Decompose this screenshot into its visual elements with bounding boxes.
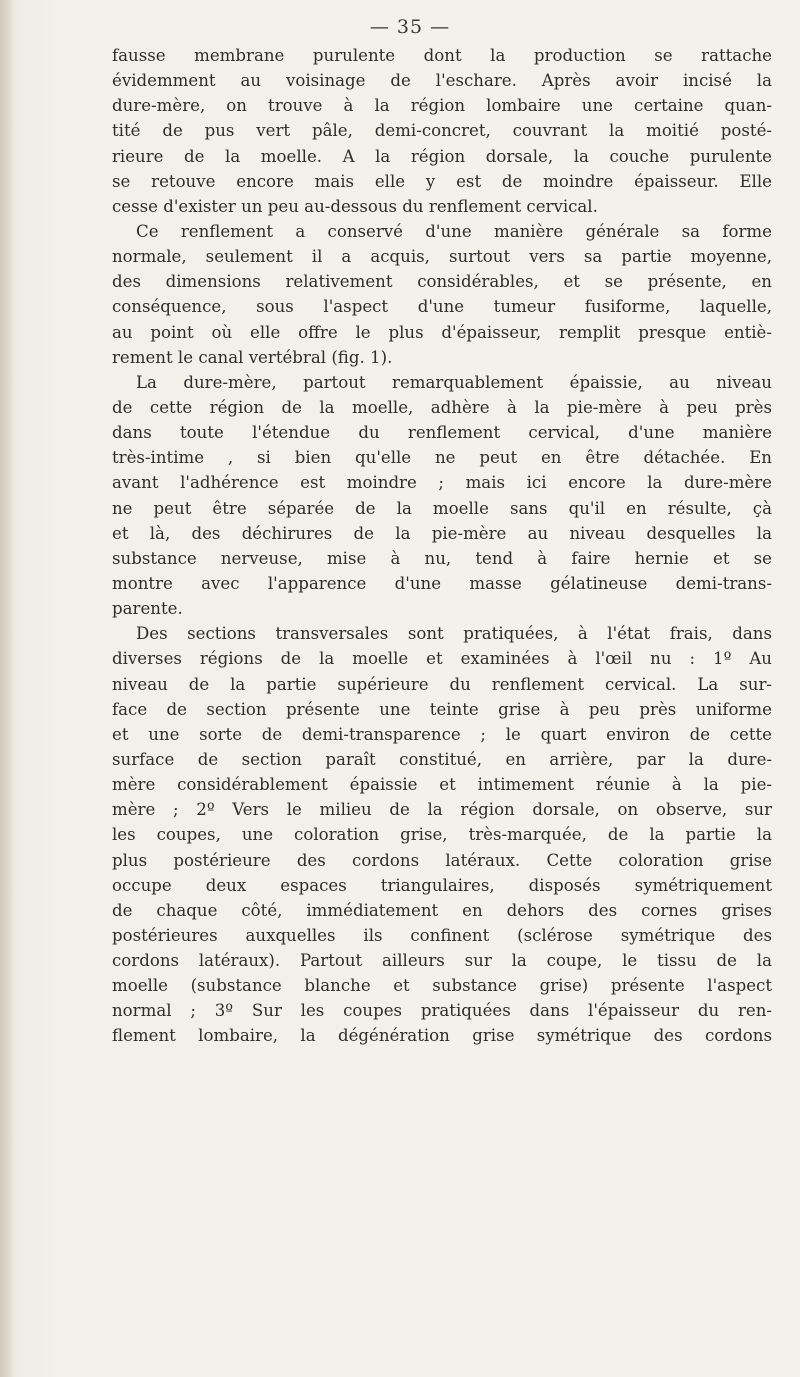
text-line: dure-mère, on trouve à la région lombaire une certaine quan- — [112, 96, 772, 116]
text-line: les coupes, une coloration grise, très-marquée, de la partie la — [112, 825, 772, 845]
text-line: surface de section paraît constitué, en arrière, par la dure- — [112, 749, 772, 769]
text-line: cordons latéraux). Partout ailleurs sur la coupe, le tissu de la — [112, 951, 772, 971]
text-line: montre avec l'apparence d'une masse gélatineuse demi-trans- — [112, 573, 772, 593]
text-line: rieure de la moelle. A la région dorsale, la couche purulente — [112, 146, 772, 166]
text-line: au point où elle offre le plus d'épaisseur, remplit presque entiè- — [112, 322, 772, 342]
text-line: diverses régions de la moelle et examinées à l'œil nu : 1º Au — [112, 649, 772, 669]
text-line: et une sorte de demi-transparence ; le quart environ de cette — [112, 724, 772, 744]
text-line: et là, des déchirures de la pie-mère au niveau desquelles la — [112, 523, 772, 543]
text-line: dans toute l'étendue du renflement cervical, d'une manière — [112, 423, 772, 443]
text-line: évidemment au voisinage de l'eschare. Après avoir incisé la — [112, 71, 772, 91]
text-line: La dure-mère, partout remarquablement épaissie, au niveau — [136, 372, 772, 392]
text-line: rement le canal vertébral (fig. 1). — [112, 347, 393, 367]
text-line: normal ; 3º Sur les coupes pratiquées dans l'épaisseur du ren- — [112, 1001, 772, 1021]
text-line: mère considérablement épaissie et intimement réunie à la pie- — [112, 775, 772, 795]
text-line: mère ; 2º Vers le milieu de la région dorsale, on observe, sur — [112, 800, 772, 820]
text-line: très-intime , si bien qu'elle ne peut en être détachée. En — [112, 448, 772, 468]
body-text — [112, 43, 772, 1049]
text-line: face de section présente une teinte grise à peu près uniforme — [112, 699, 772, 719]
text-line: substance nerveuse, mise à nu, tend à faire hernie et se — [112, 548, 772, 568]
binding-shadow — [0, 0, 14, 1377]
text-line: niveau de la partie supérieure du renflement cervical. La sur- — [112, 674, 772, 694]
text-line: moelle (substance blanche et substance grise) présente l'aspect — [112, 976, 772, 996]
text-line: tité de pus vert pâle, demi-concret, couvrant la moitié posté- — [112, 121, 772, 141]
text-line: de chaque côté, immédiatement en dehors des cornes grises — [112, 900, 772, 920]
text-line: avant l'adhérence est moindre ; mais ici encore la dure-mère — [112, 473, 772, 493]
text-line: fausse membrane purulente dont la production se rattache — [112, 46, 772, 65]
text-line: se retouve encore mais elle y est de moindre épaisseur. Elle — [112, 171, 772, 191]
text-line: Des sections transversales sont pratiquées, à l'état frais, dans — [136, 624, 772, 644]
text-line: postérieures auxquelles ils confinent (sclérose symétrique des — [112, 925, 772, 945]
text-line: plus postérieure des cordons latéraux. Cette coloration grise — [112, 850, 772, 870]
text-line: ne peut être séparée de la moelle sans qu'il en résulte, çà — [112, 498, 772, 518]
text-line: parente. — [112, 599, 183, 619]
text-line: cesse d'exister un peu au-dessous du renflement cervical. — [112, 196, 598, 216]
text-line: flement lombaire, la dégénération grise symétrique des cordons — [112, 1026, 772, 1046]
text-line: occupe deux espaces triangulaires, disposés symétriquement — [112, 875, 772, 895]
text-line: Ce renflement a conservé d'une manière générale sa forme — [136, 221, 772, 241]
text-line: des dimensions relativement considérables, et se présente, en — [112, 272, 772, 292]
text-line: de cette région de la moelle, adhère à la pie-mère à peu près — [112, 397, 772, 417]
page-number: — 35 — — [369, 16, 451, 38]
text-line: conséquence, sous l'aspect d'une tumeur fusiforme, laquelle, — [112, 297, 772, 317]
text-line: normale, seulement il a acquis, surtout vers sa partie moyenne, — [112, 247, 772, 267]
